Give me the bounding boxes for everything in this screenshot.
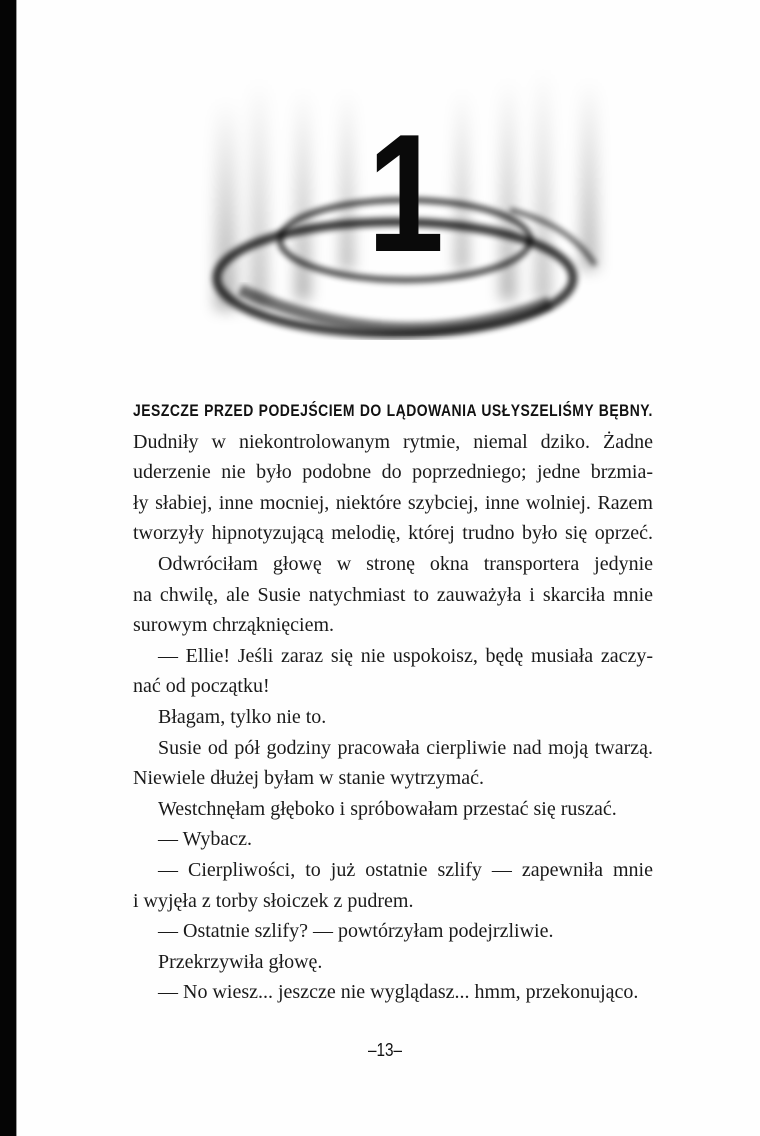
text-line: Dudniły w niekontrolowanym rytmie, niemal dziko. Żadne — [133, 430, 653, 453]
text-line: ły słabiej, inne mocniej, niektóre szybciej, inne wolniej. Razem — [133, 491, 653, 514]
text-line: Westchnęłam głęboko i spróbowałam przestać się ruszać. — [158, 797, 617, 820]
text-line: Odwróciłam głowę w stronę okna transportera jedynie — [158, 552, 653, 575]
text-line: — Cierpliwości, to już ostatnie szlify — zapewniła mnie — [158, 858, 653, 881]
chapter-number: 1 — [367, 99, 445, 287]
text-line: — No wiesz... jeszcze nie wyglądasz... hmm, przekonująco. — [158, 981, 639, 1004]
opening-line: JESZCZE PRZED PODEJŚCIEM DO LĄDOWANIA USŁYSZELIŚMY BĘBNY. — [133, 401, 653, 420]
text-line: surowym chrząknięciem. — [133, 614, 335, 637]
text-line: nać od początku! — [133, 675, 270, 698]
text-line: i wyjęła z torby słoiczek z pudrem. — [133, 889, 414, 912]
text-line: Niewiele dłużej byłam w stanie wytrzymać. — [133, 767, 484, 790]
text-line: — Wybacz. — [158, 828, 252, 851]
text-line: Przekrzywiła głowę. — [158, 950, 323, 973]
paragraph-lines — [133, 427, 653, 1008]
page-number: –13– — [367, 1040, 403, 1060]
text-line: Susie od pół godziny pracowała cierpliwie nad moją twarzą. — [158, 736, 653, 759]
text-line: — Ostatnie szlify? — powtórzyłam podejrzliwie. — [158, 920, 554, 943]
book-spine-edge — [0, 0, 16, 1136]
text-line: tworzyły hipnotyzującą melodię, której trudno było się oprzeć. — [133, 522, 653, 545]
text-line: na chwilę, ale Susie natychmiast to zauważyła i skarciła mnie — [133, 583, 653, 606]
text-line: — Ellie! Jeśli zaraz się nie uspokoisz, będę musiała zaczy- — [158, 644, 653, 667]
text-line: Błagam, tylko nie to. — [158, 705, 327, 728]
chapter-body — [133, 396, 653, 1008]
text-line: uderzenie nie było podobne do poprzedniego; jedne brzmia- — [133, 461, 653, 484]
